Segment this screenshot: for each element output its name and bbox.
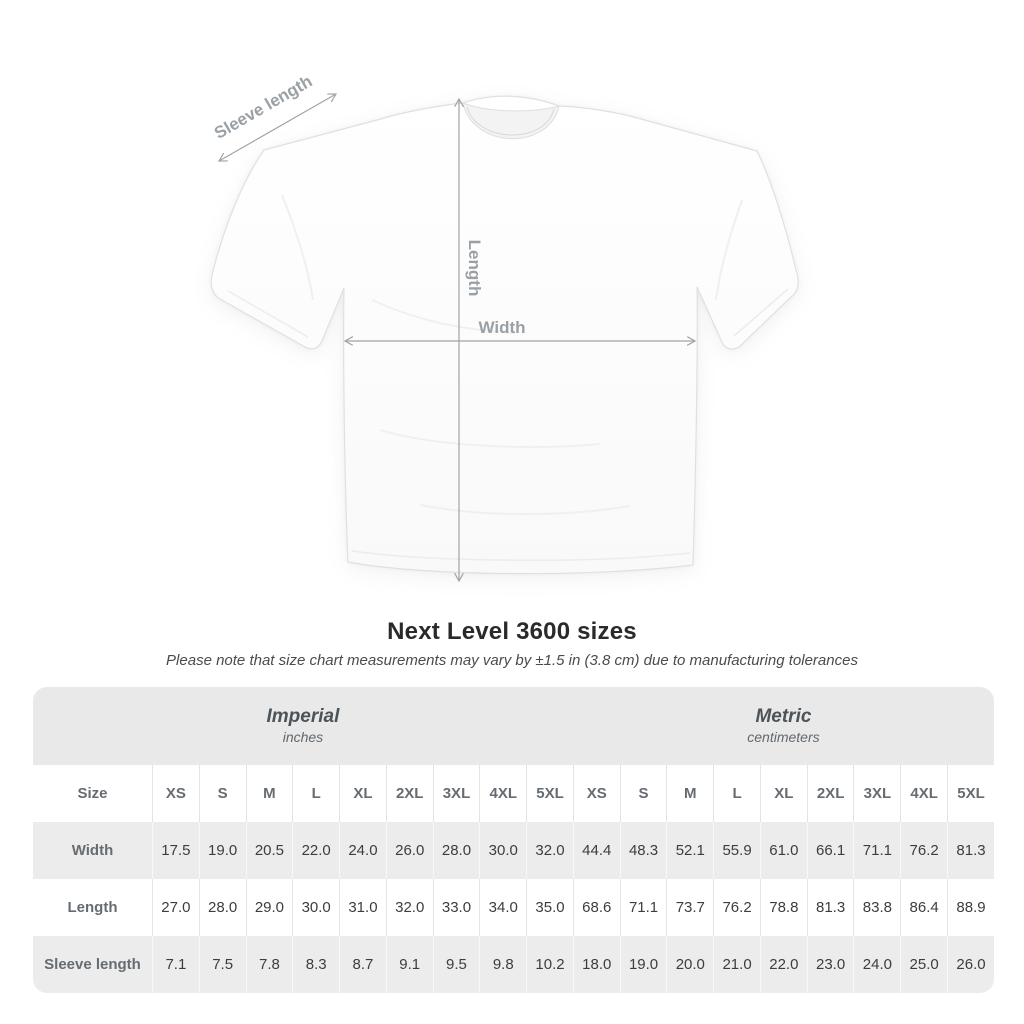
size-column-header: L <box>713 765 760 822</box>
page-title: Next Level 3600 sizes <box>387 618 637 645</box>
size-corner-header: Size <box>33 765 152 822</box>
size-column-header: M <box>246 765 293 822</box>
measurement-value: 31.0 <box>339 879 386 936</box>
measurement-row-label: Width <box>33 822 152 879</box>
imperial-group-label: Imperial <box>266 706 340 728</box>
measurement-value: 26.0 <box>947 936 994 993</box>
measurement-value: 81.3 <box>807 879 854 936</box>
size-column-header: XS <box>152 765 199 822</box>
size-table-container <box>33 687 994 993</box>
measurement-value: 66.1 <box>807 822 854 879</box>
measurement-value: 26.0 <box>386 822 433 879</box>
size-column-header: 2XL <box>807 765 854 822</box>
measurement-value: 35.0 <box>526 879 573 936</box>
measurement-row <box>33 822 994 879</box>
sleeve-length-label: Sleeve length <box>211 71 316 143</box>
measurement-value: 10.2 <box>526 936 573 993</box>
measurement-value: 8.3 <box>292 936 339 993</box>
size-column-header: 3XL <box>853 765 900 822</box>
length-label: Length <box>465 239 484 297</box>
measurement-value: 81.3 <box>947 822 994 879</box>
size-column-header: XL <box>339 765 386 822</box>
measurement-value: 32.0 <box>386 879 433 936</box>
size-column-header: 3XL <box>433 765 480 822</box>
measurement-value: 30.0 <box>479 822 526 879</box>
measurement-row-label: Sleeve length <box>33 936 152 993</box>
size-column-header: XL <box>760 765 807 822</box>
measurement-value: 8.7 <box>339 936 386 993</box>
measurement-value: 55.9 <box>713 822 760 879</box>
measurement-value: 24.0 <box>339 822 386 879</box>
size-header-row <box>33 765 994 822</box>
measurement-value: 71.1 <box>853 822 900 879</box>
measurement-value: 19.0 <box>199 822 246 879</box>
width-label: Width <box>478 318 526 337</box>
measurement-value: 23.0 <box>807 936 854 993</box>
measurement-value: 20.5 <box>246 822 293 879</box>
measurement-value: 30.0 <box>292 879 339 936</box>
measurement-value: 17.5 <box>152 822 199 879</box>
measurement-row <box>33 879 994 936</box>
unit-group-header-row <box>33 687 994 765</box>
imperial-group-header <box>33 687 573 765</box>
size-column-header: XS <box>573 765 620 822</box>
size-column-header: S <box>199 765 246 822</box>
measurement-value: 52.1 <box>666 822 713 879</box>
size-column-header: 5XL <box>526 765 573 822</box>
measurement-value: 76.2 <box>900 822 947 879</box>
measurement-value: 73.7 <box>666 879 713 936</box>
measurement-value: 29.0 <box>246 879 293 936</box>
measurement-value: 20.0 <box>666 936 713 993</box>
measurement-value: 18.0 <box>573 936 620 993</box>
measurement-value: 21.0 <box>713 936 760 993</box>
metric-group-unit: centimeters <box>747 729 820 746</box>
size-column-header: 4XL <box>900 765 947 822</box>
measurement-value: 71.1 <box>620 879 667 936</box>
measurement-value: 7.8 <box>246 936 293 993</box>
imperial-group-unit: inches <box>282 729 324 746</box>
measurement-value: 9.8 <box>479 936 526 993</box>
measurement-value: 33.0 <box>433 879 480 936</box>
measurement-row-label: Length <box>33 879 152 936</box>
measurement-value: 83.8 <box>853 879 900 936</box>
tolerance-note: Please note that size chart measurements may vary by ±1.5 in (3.8 cm) due to manufacturing tolerances <box>166 652 858 669</box>
measurement-value: 7.5 <box>199 936 246 993</box>
measurement-value: 88.9 <box>947 879 994 936</box>
measurement-value: 68.6 <box>573 879 620 936</box>
size-column-header: M <box>666 765 713 822</box>
measurement-value: 25.0 <box>900 936 947 993</box>
measurement-value: 27.0 <box>152 879 199 936</box>
measurement-value: 61.0 <box>760 822 807 879</box>
metric-group-header <box>573 687 994 765</box>
measurement-value: 32.0 <box>526 822 573 879</box>
measurement-value: 19.0 <box>620 936 667 993</box>
measurement-value: 24.0 <box>853 936 900 993</box>
measurement-value: 22.0 <box>292 822 339 879</box>
measurement-value: 86.4 <box>900 879 947 936</box>
size-column-header: 5XL <box>947 765 994 822</box>
measurement-value: 9.5 <box>433 936 480 993</box>
size-column-header: S <box>620 765 667 822</box>
metric-group-label: Metric <box>755 706 812 728</box>
measurement-value: 9.1 <box>386 936 433 993</box>
size-column-header: 2XL <box>386 765 433 822</box>
measurement-value: 76.2 <box>713 879 760 936</box>
size-column-header: 4XL <box>479 765 526 822</box>
size-table <box>33 687 994 993</box>
measurement-value: 48.3 <box>620 822 667 879</box>
measurement-value: 7.1 <box>152 936 199 993</box>
measurement-value: 44.4 <box>573 822 620 879</box>
measurement-value: 28.0 <box>433 822 480 879</box>
measurement-value: 34.0 <box>479 879 526 936</box>
measurement-value: 78.8 <box>760 879 807 936</box>
size-column-header: L <box>292 765 339 822</box>
measurement-row <box>33 936 994 993</box>
measurement-value: 22.0 <box>760 936 807 993</box>
measurement-value: 28.0 <box>199 879 246 936</box>
